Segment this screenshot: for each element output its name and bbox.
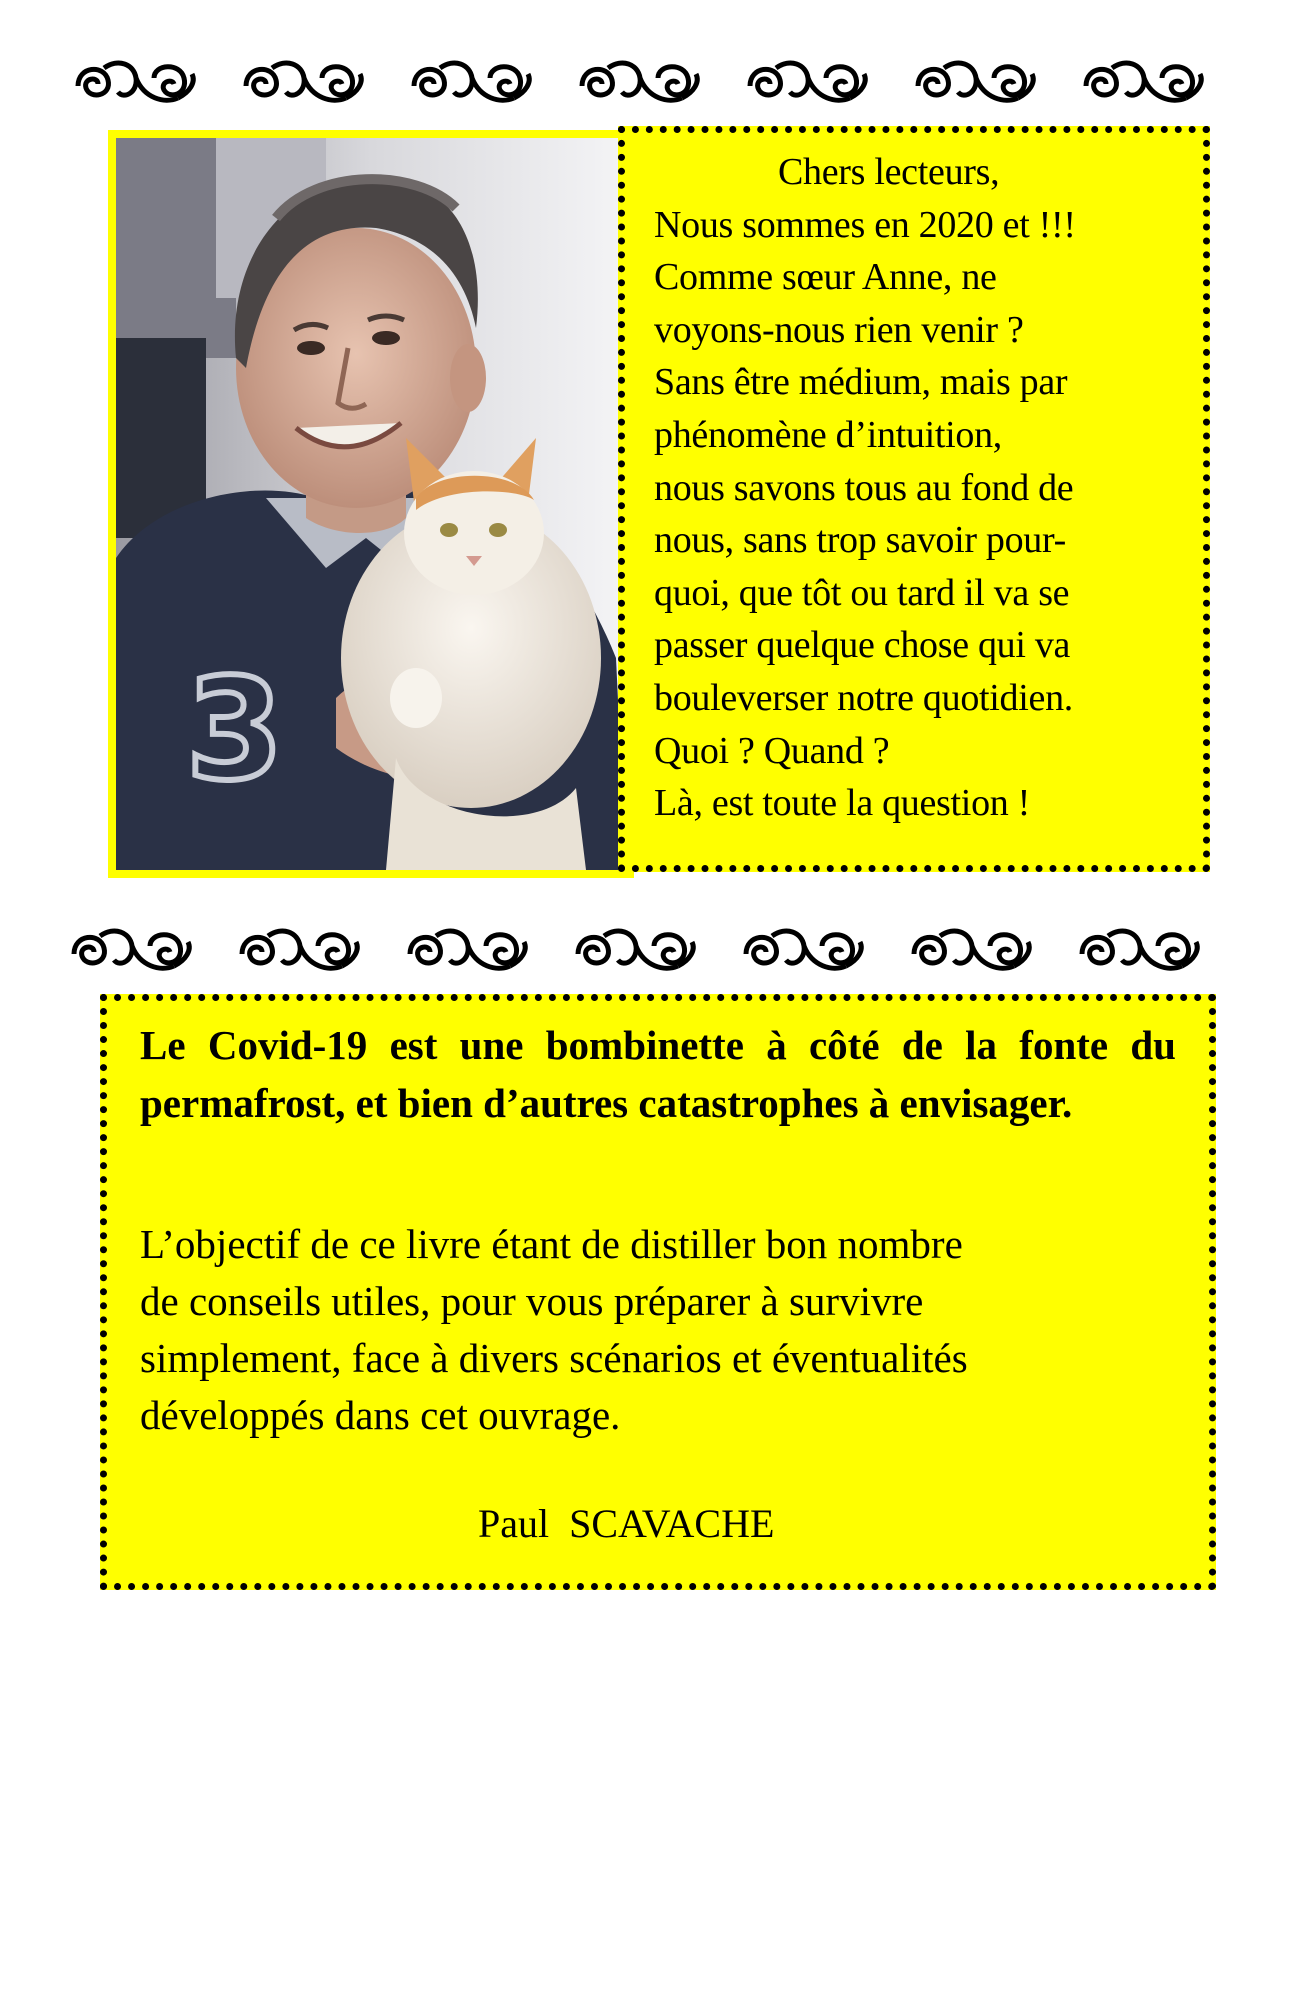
letter-text	[654, 146, 1214, 830]
author-photo-frame	[108, 130, 634, 878]
letter-line: Là, est toute la question !	[654, 782, 1031, 825]
summary-line: L’objectif de ce livre étant de distiller bon nombre	[140, 1221, 963, 1267]
letter-greeting: Chers lecteurs,	[778, 151, 1000, 193]
letter-line: voyons-nous rien venir ?	[654, 308, 1024, 351]
author-photo	[116, 138, 626, 870]
letter-line: Quoi ? Quand ?	[654, 729, 890, 772]
summary-line: développés dans cet ouvrage.	[140, 1392, 621, 1438]
letter-line: passer quelque chose qui va	[654, 624, 1071, 667]
summary-line: de conseils utiles, pour vous préparer à survivre	[140, 1278, 924, 1324]
letter-line: Nous sommes en 2020 et !!!	[654, 203, 1076, 246]
letter-line: phénomène d’intuition,	[654, 413, 1002, 456]
letter-line: nous, sans trop savoir pour-	[654, 519, 1066, 562]
letter-line: Comme sœur Anne, ne	[654, 256, 997, 299]
letter-line: quoi, que tôt ou tard il va se	[654, 571, 1070, 614]
letter-line: nous savons tous au fond de	[654, 466, 1074, 509]
top-ornament-border-icon	[74, 50, 1244, 110]
letter-line: Sans être médium, mais par	[654, 361, 1068, 404]
summary-line: simplement, face à divers scénarios et éventualités	[140, 1335, 968, 1381]
author-signature: Paul SCAVACHE	[478, 1501, 775, 1546]
summary-text	[140, 1216, 1180, 1444]
svg-text:3: 3	[186, 649, 284, 812]
letter-line: bouleverser notre quotidien.	[654, 676, 1073, 719]
middle-ornament-border-icon	[70, 918, 1240, 978]
headline: Le Covid-19 est une bombinette à côté de la fonte du permafrost, et bien d’autres catastrophes à envisager.	[140, 1022, 1176, 1126]
